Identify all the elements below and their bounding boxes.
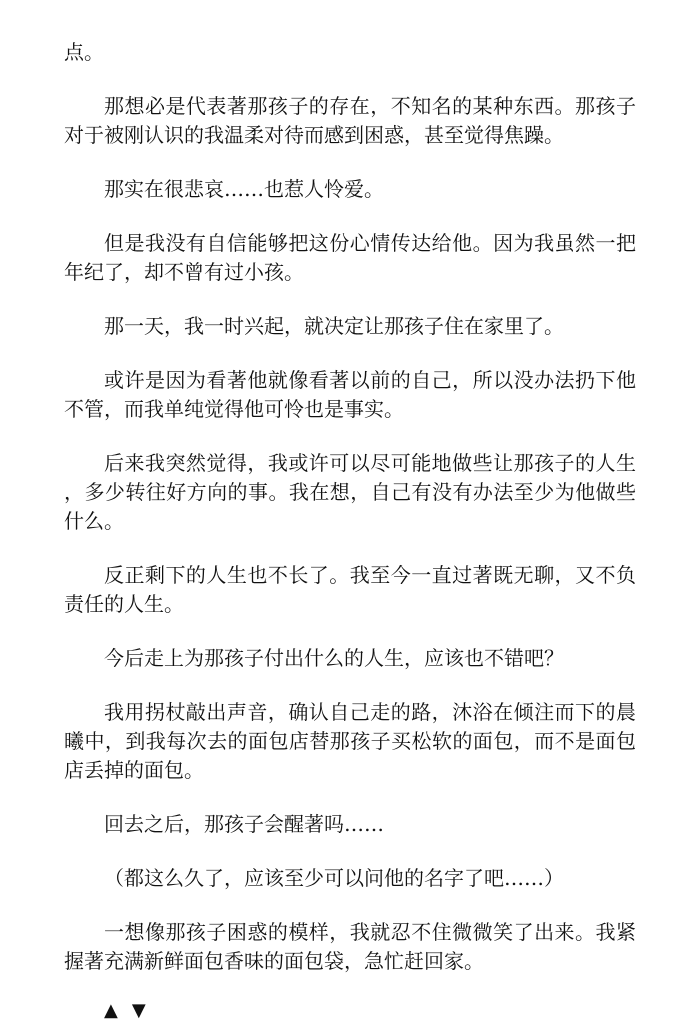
paragraph: 那想必是代表著那孩子的存在，不知名的某种东西。那孩子对于被刚认识的我温柔对待而感到困惑，甚至觉得焦躁。 (64, 94, 636, 147)
triangle-down-icon[interactable]: ▼ (131, 1000, 146, 1021)
paragraph: 我用拐杖敲出声音，确认自己走的路，沐浴在倾注而下的晨曦中，到我每次去的面包店替那孩子买松软的面包，而不是面包店丢掉的面包。 (64, 700, 636, 782)
triangle-up-icon[interactable]: ▲ (104, 1000, 118, 1021)
paragraph: 后来我突然觉得，我或许可以尽可能地做些让那孩子的人生，多少转往好方向的事。我在想，自己有没有办法至少为他做些什么。 (64, 451, 636, 533)
paragraph: 点。 (64, 40, 104, 64)
paragraph: 回去之后，那孩子会醒著吗…… (104, 812, 384, 836)
paragraph: 反正剩下的人生也不长了。我至今一直过著既无聊，又不负责任的人生。 (64, 563, 636, 616)
paragraph: 那一天，我一时兴起，就决定让那孩子住在家里了。 (104, 314, 564, 338)
document-body (64, 38, 636, 1021)
paragraph: 或许是因为看著他就像看著以前的自己，所以没办法扔下他不管，而我单纯觉得他可怜也是事实。 (64, 368, 636, 421)
paragraph: 但是我没有自信能够把这份心情传达给他。因为我虽然一把年纪了，却不曾有过小孩。 (64, 231, 636, 284)
page-navigation (104, 1001, 636, 1021)
paragraph: （都这么久了，应该至少可以问他的名字了吧……） (104, 866, 564, 890)
paragraph: 一想像那孩子困惑的模样，我就忍不住微微笑了出来。我紧握著充满新鲜面包香味的面包袋，急忙赶回家。 (64, 920, 636, 973)
paragraph: 今后走上为那孩子付出什么的人生，应该也不错吧？ (104, 646, 564, 670)
paragraph: 那实在很悲哀……也惹人怜爱。 (104, 177, 384, 201)
